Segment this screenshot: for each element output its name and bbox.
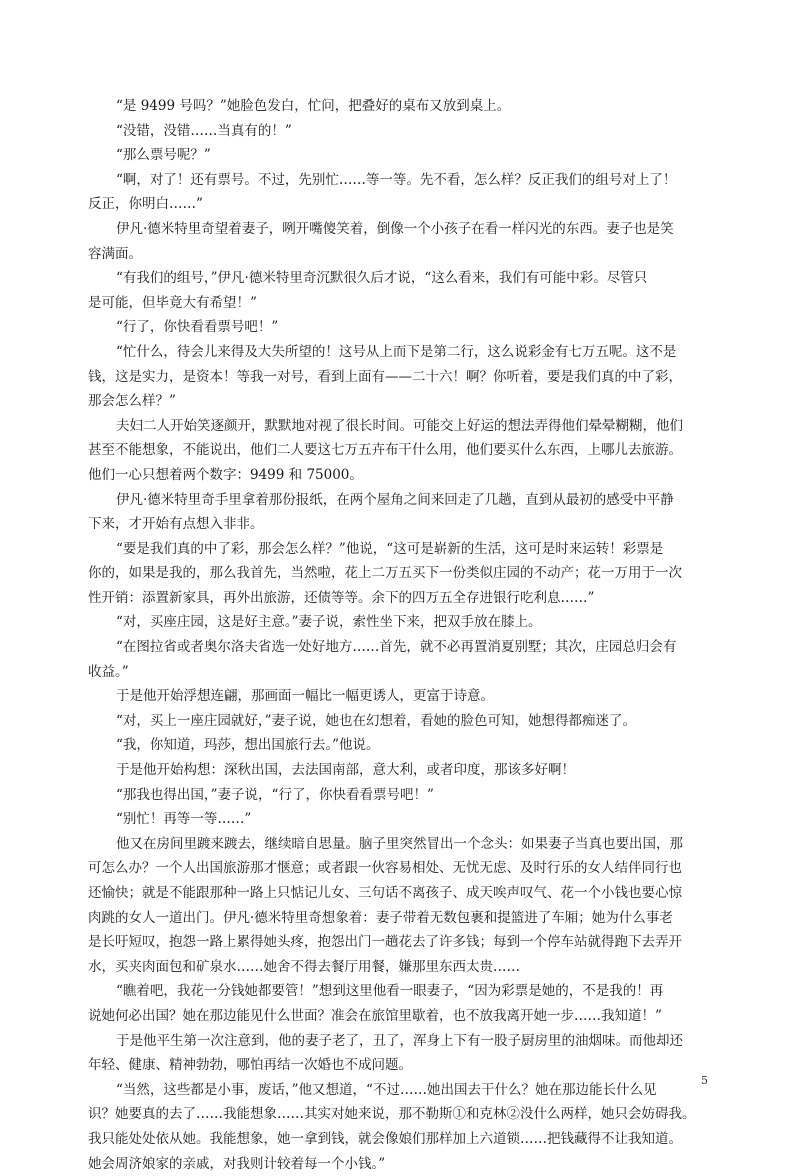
text-line: “是 9499 号吗？”她脸色发白，忙问，把叠好的桌布又放到桌上。: [116, 98, 511, 114]
text-line: 是可能，但毕竟大有希望！”: [88, 294, 257, 311]
text-line: 下来，才开始有点想入非非。: [88, 516, 264, 533]
text-line: 还愉快；就是不能跟那种一路上只惦记儿女、三句话不离孩子、成天唉声叹气、花一个小钱也要心惊: [88, 885, 682, 901]
text-line: 伊凡·德米特里奇望着妻子，咧开嘴傻笑着，倒像一个小孩子在看一样闪光的东西。妻子也是笑: [116, 220, 674, 237]
text-line: “行了，你快看看票号吧！”: [116, 319, 279, 336]
text-line: “要是我们真的中了彩，那会怎么样？”他说，“这可是崭新的生活，这可是时来运转！彩票是: [116, 540, 664, 557]
text-line: 甚至不能想象，不能说出，他们二人要这七万五卉布干什么用，他们要买什么东西，上哪儿去旅游。: [88, 442, 682, 459]
text-line: “对，买上一座庄园就好，”妻子说，她也在幻想着，看她的脸色可知，她想得都痴迷了。: [116, 712, 637, 729]
text-line: 水，买夹肉面包和矿泉水……她舍不得去餐厅用餐，嫌那里东西太贵……: [88, 958, 520, 975]
text-line: 钱，这是实力，是资本！等我一对号，看到上面有——二十六！啊？你听着，要是我们真的中了彩，: [88, 368, 682, 385]
text-line: “我，你知道，玛莎，想出国旅行去。”他说。: [116, 737, 380, 754]
text-line: “瞧着吧，我花一分钱她都要管！”想到这里他看一眼妻子，“因为彩票是她的，不是我的！再: [116, 983, 664, 1000]
text-line: 夫妇二人开始笑逐颜开，默默地对视了很长时间。可能交上好运的想法弄得他们晕晕糊糊，他们: [116, 417, 683, 434]
text-line: 收益。”: [88, 663, 129, 680]
text-line: 那会怎么样？”: [88, 393, 176, 410]
document-page: [88, 94, 708, 1176]
text-line: 识？她要真的去了……我能想象……其实对她来说，那不勒斯①和克林②没什么两样，她只会妨碍我。: [88, 1106, 696, 1123]
text-line: 他们一心只想着两个数字：9499 和 75000。: [88, 466, 363, 483]
text-line: 他又在房间里踱来踱去，继续暗自思量。脑子里突然冒出一个念头：如果妻子当真也要出国，那: [116, 835, 683, 852]
text-line: “啊，对了！还有票号。不过，先别忙……等一等。先不看，怎么样？反正我们的组号对上了！: [116, 171, 677, 188]
text-line: 可怎么办？一个人出国旅游那才惬意；或者跟一伙容易相处、无忧无虑、及时行乐的女人结伴同行也: [88, 860, 682, 877]
text-line: 是长吁短叹，抱怨一路上累得她头疼，抱怨出门一趟花去了许多钱；每到一个停车站就得跑下去弄开: [88, 934, 682, 951]
text-line: 于是他平生第一次注意到，他的妻子老了，丑了，浑身上下有一股子厨房里的油烟味。而他却还: [116, 1032, 683, 1049]
text-line: 肉跳的女人一道出门。伊凡·德米特里奇想象着：妻子带着无数包裹和提篮进了车厢；她为什么事老: [88, 909, 673, 926]
text-line: “别忙！再等一等……”: [116, 811, 252, 828]
text-line: 我只能处处依从她。我能想象，她一拿到钱，就会像娘们那样加上六道锁……把钱藏得不让我知道。: [88, 1130, 682, 1147]
text-line: “那我也得出国，”妻子说，“行了，你快看看票号吧！”: [116, 786, 434, 803]
text-line: 于是他开始浮想连翩，那画面一幅比一幅更诱人，更富于诗意。: [116, 688, 494, 705]
text-line: 性开销：添置新家具，再外出旅游，还债等等。余下的四万五全存进银行吃利息……”: [88, 589, 595, 606]
text-line: “忙什么，待会儿来得及大失所望的！这号从上而下是第二行，这么说彩金有七万五呢。这不是: [116, 343, 677, 360]
text-line: 反正，你明白……”: [88, 196, 203, 213]
text-line: “那么票号呢？”: [116, 147, 211, 164]
page-number: 5: [701, 1074, 708, 1087]
text-line: “在图拉省或者奥尔洛夫省选一处好地方……首先，就不必再置消夏别墅；其次，庄园总归会有: [116, 639, 677, 656]
text-line: 伊凡·德米特里奇手里拿着那份报纸，在两个屋角之间来回走了几趟，直到从最初的感受中平静: [116, 491, 674, 508]
text-line: 你的，如果是我的，那么我首先，当然啦，花上二万五买下一份类似庄园的不动产；花一万用于一次: [88, 565, 682, 582]
text-line: 于是他开始构想：深秋出国，去法国南部，意大利，或者印度，那该多好啊！: [116, 762, 575, 779]
text-line: 年轻、健康、精神勃勃，哪怕再结一次婚也不成问题。: [88, 1057, 412, 1074]
text-line: 容满面。: [88, 245, 142, 262]
text-line: 她会周济娘家的亲戚，对我则计较着每一个小钱。”: [88, 1155, 386, 1172]
text-line: “有我们的组号，”伊凡·德米特里奇沉默很久后才说，“这么看来，我们有可能中彩。尽管只: [116, 270, 648, 287]
text-line: “当然，这些都是小事，废话，”他又想道，“不过……她出国去干什么？她在那边能长什么见: [116, 1081, 657, 1098]
text-line: “没错，没错……当真有的！”: [116, 122, 292, 139]
text-line: 说她何必出国？她在那边能见什么世面？准会在旅馆里歇着，也不放我离开她一步……我知道！”: [88, 1007, 662, 1024]
text-line: “对，买座庄园，这是好主意。”妻子说，索性坐下来，把双手放在膝上。: [116, 614, 542, 631]
